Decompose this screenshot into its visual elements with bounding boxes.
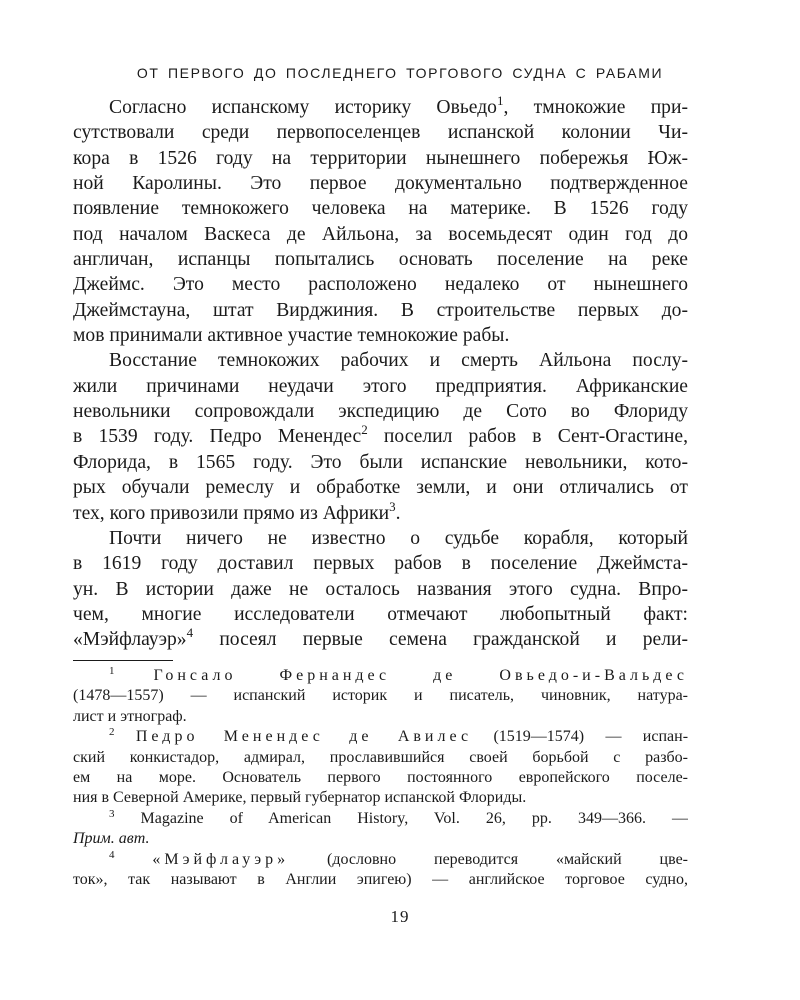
text-line: в 1619 году доставил первых рабов в поселение Джеймста-	[73, 553, 688, 575]
text-line: жили причинами неудачи этого предприятия. Африканские	[73, 375, 688, 397]
footnote-name: Педро Менендес де Авилес	[135, 728, 473, 746]
text-line: ун. В истории даже не осталось названия этого судна. Впро-	[73, 578, 688, 600]
footnote-4	[73, 850, 688, 891]
footnote-mark: 2	[109, 727, 115, 739]
text-line: сутствовали среди первопоселенцев испанской колонии Чи-	[73, 122, 688, 144]
text-line: Восстание темнокожих рабочих и смерть Айльона послу-	[109, 350, 688, 372]
text-line	[73, 809, 688, 829]
text-run: Согласно испанскому историку Овьедо	[109, 97, 497, 118]
text-line: лист и этнограф.	[73, 707, 187, 725]
main-text	[73, 95, 688, 653]
text-line: чем, многие исследователи отмечают любопытный факт:	[73, 603, 688, 625]
text-run: Magazine of American History, Vol. 26, pp. 349—366. —	[140, 809, 688, 827]
footnote-3	[73, 809, 688, 850]
author-note: Прим. авт.	[73, 830, 150, 848]
text-line: Флорида, в 1565 году. Это были испанские невольники, кото-	[73, 451, 688, 473]
footnote-mark: 4	[109, 849, 115, 861]
text-run: тмнокожие при-	[533, 97, 688, 118]
footnote-divider	[73, 660, 173, 661]
text-line: появление темнокожего человека на материке. В 1526 году	[73, 198, 688, 220]
footnote-ref-1[interactable]: 1	[496, 95, 504, 108]
text-line: ем на море. Основатель первого постоянного европейского поселе-	[73, 768, 688, 786]
text-run: (1519—1574) — испан-	[493, 728, 688, 746]
text-line: англичан, испанцы попытались основать поселение на реке	[73, 249, 688, 271]
paragraph-3	[73, 526, 688, 653]
text-line	[73, 424, 688, 449]
footnote-ref-3[interactable]: 3	[389, 498, 396, 514]
text-run: поселил рабов в Сент-Огастине,	[383, 426, 688, 448]
text-run: .	[395, 502, 401, 524]
text-line	[73, 829, 688, 849]
text-line: кора в 1526 году на территории нынешнего побережья Юж-	[73, 147, 688, 169]
running-header: ОТ ПЕРВОГО ДО ПОСЛЕДНЕГО ТОРГОВОГО СУДНА С РАБАМИ	[136, 65, 664, 81]
paragraph-1	[73, 95, 688, 348]
paragraph-2	[73, 348, 688, 525]
footnote-mark: 1	[109, 666, 115, 677]
footnote-ref-4[interactable]: 4	[186, 627, 194, 641]
footnote-2	[73, 727, 688, 809]
page-number: 19	[390, 907, 410, 926]
text-run: в 1539 году. Педро Менендес	[73, 426, 362, 448]
footnote-mark: 3	[109, 808, 115, 820]
footnotes	[73, 666, 688, 890]
text-line: (1478—1557) — испанский историк и писатель, чиновник, натура-	[73, 687, 688, 705]
text-line: ток», так называют в Англии эпигею) — английское торговое судно,	[73, 870, 688, 888]
text-line: Джеймстауна, штат Вирджиния. В строительстве первых до-	[73, 299, 688, 321]
text-run: тех, кого привозили прямо из Африки	[73, 502, 390, 524]
text-line	[73, 666, 688, 686]
text-run: (дословно переводится «майский цве-	[327, 850, 688, 868]
text-run: «Мэйфлауэр»	[73, 629, 187, 651]
text-line: Почти ничего не известно о судьбе корабля, который	[109, 527, 688, 549]
text-line: невольники сопровождали экспедицию де Сото во Флориду	[73, 401, 688, 423]
footnote-name: «Мэйфлауэр»	[152, 850, 290, 868]
text-run: посеял первые семена гражданской и рели-	[219, 629, 688, 651]
footnote-1	[73, 666, 688, 727]
text-line: ния в Северной Америке, первый губернатор испанской Флориды.	[73, 789, 527, 807]
text-line: ский конкистадор, адмирал, прославившийся своей борьбой с разбо-	[73, 748, 688, 766]
text-line: мов принимали активное участие темнокожие рабы.	[73, 325, 510, 347]
text-line	[73, 627, 688, 652]
text-line: рых обучали ремеслу и обработке земли, и они отличались от	[73, 477, 688, 499]
text-line: ной Каролины. Это первое документально подтвержденное	[73, 173, 688, 195]
text-line	[73, 498, 688, 526]
footnote-ref-2[interactable]: 2	[361, 424, 368, 438]
text-line: Согласно испанскому историку Овьедо$^1$, тмнокожие при-	[109, 95, 688, 118]
text-line	[73, 850, 688, 870]
footnote-name: Гонсало Фернандес де Овьедо-и-Вальдес	[153, 667, 688, 684]
text-line: под началом Васкеса де Айльона, за восемьдесят один год до	[73, 223, 688, 245]
text-line: Джеймс. Это место расположено недалеко от нынешнего	[73, 274, 688, 296]
text-line	[73, 727, 688, 747]
